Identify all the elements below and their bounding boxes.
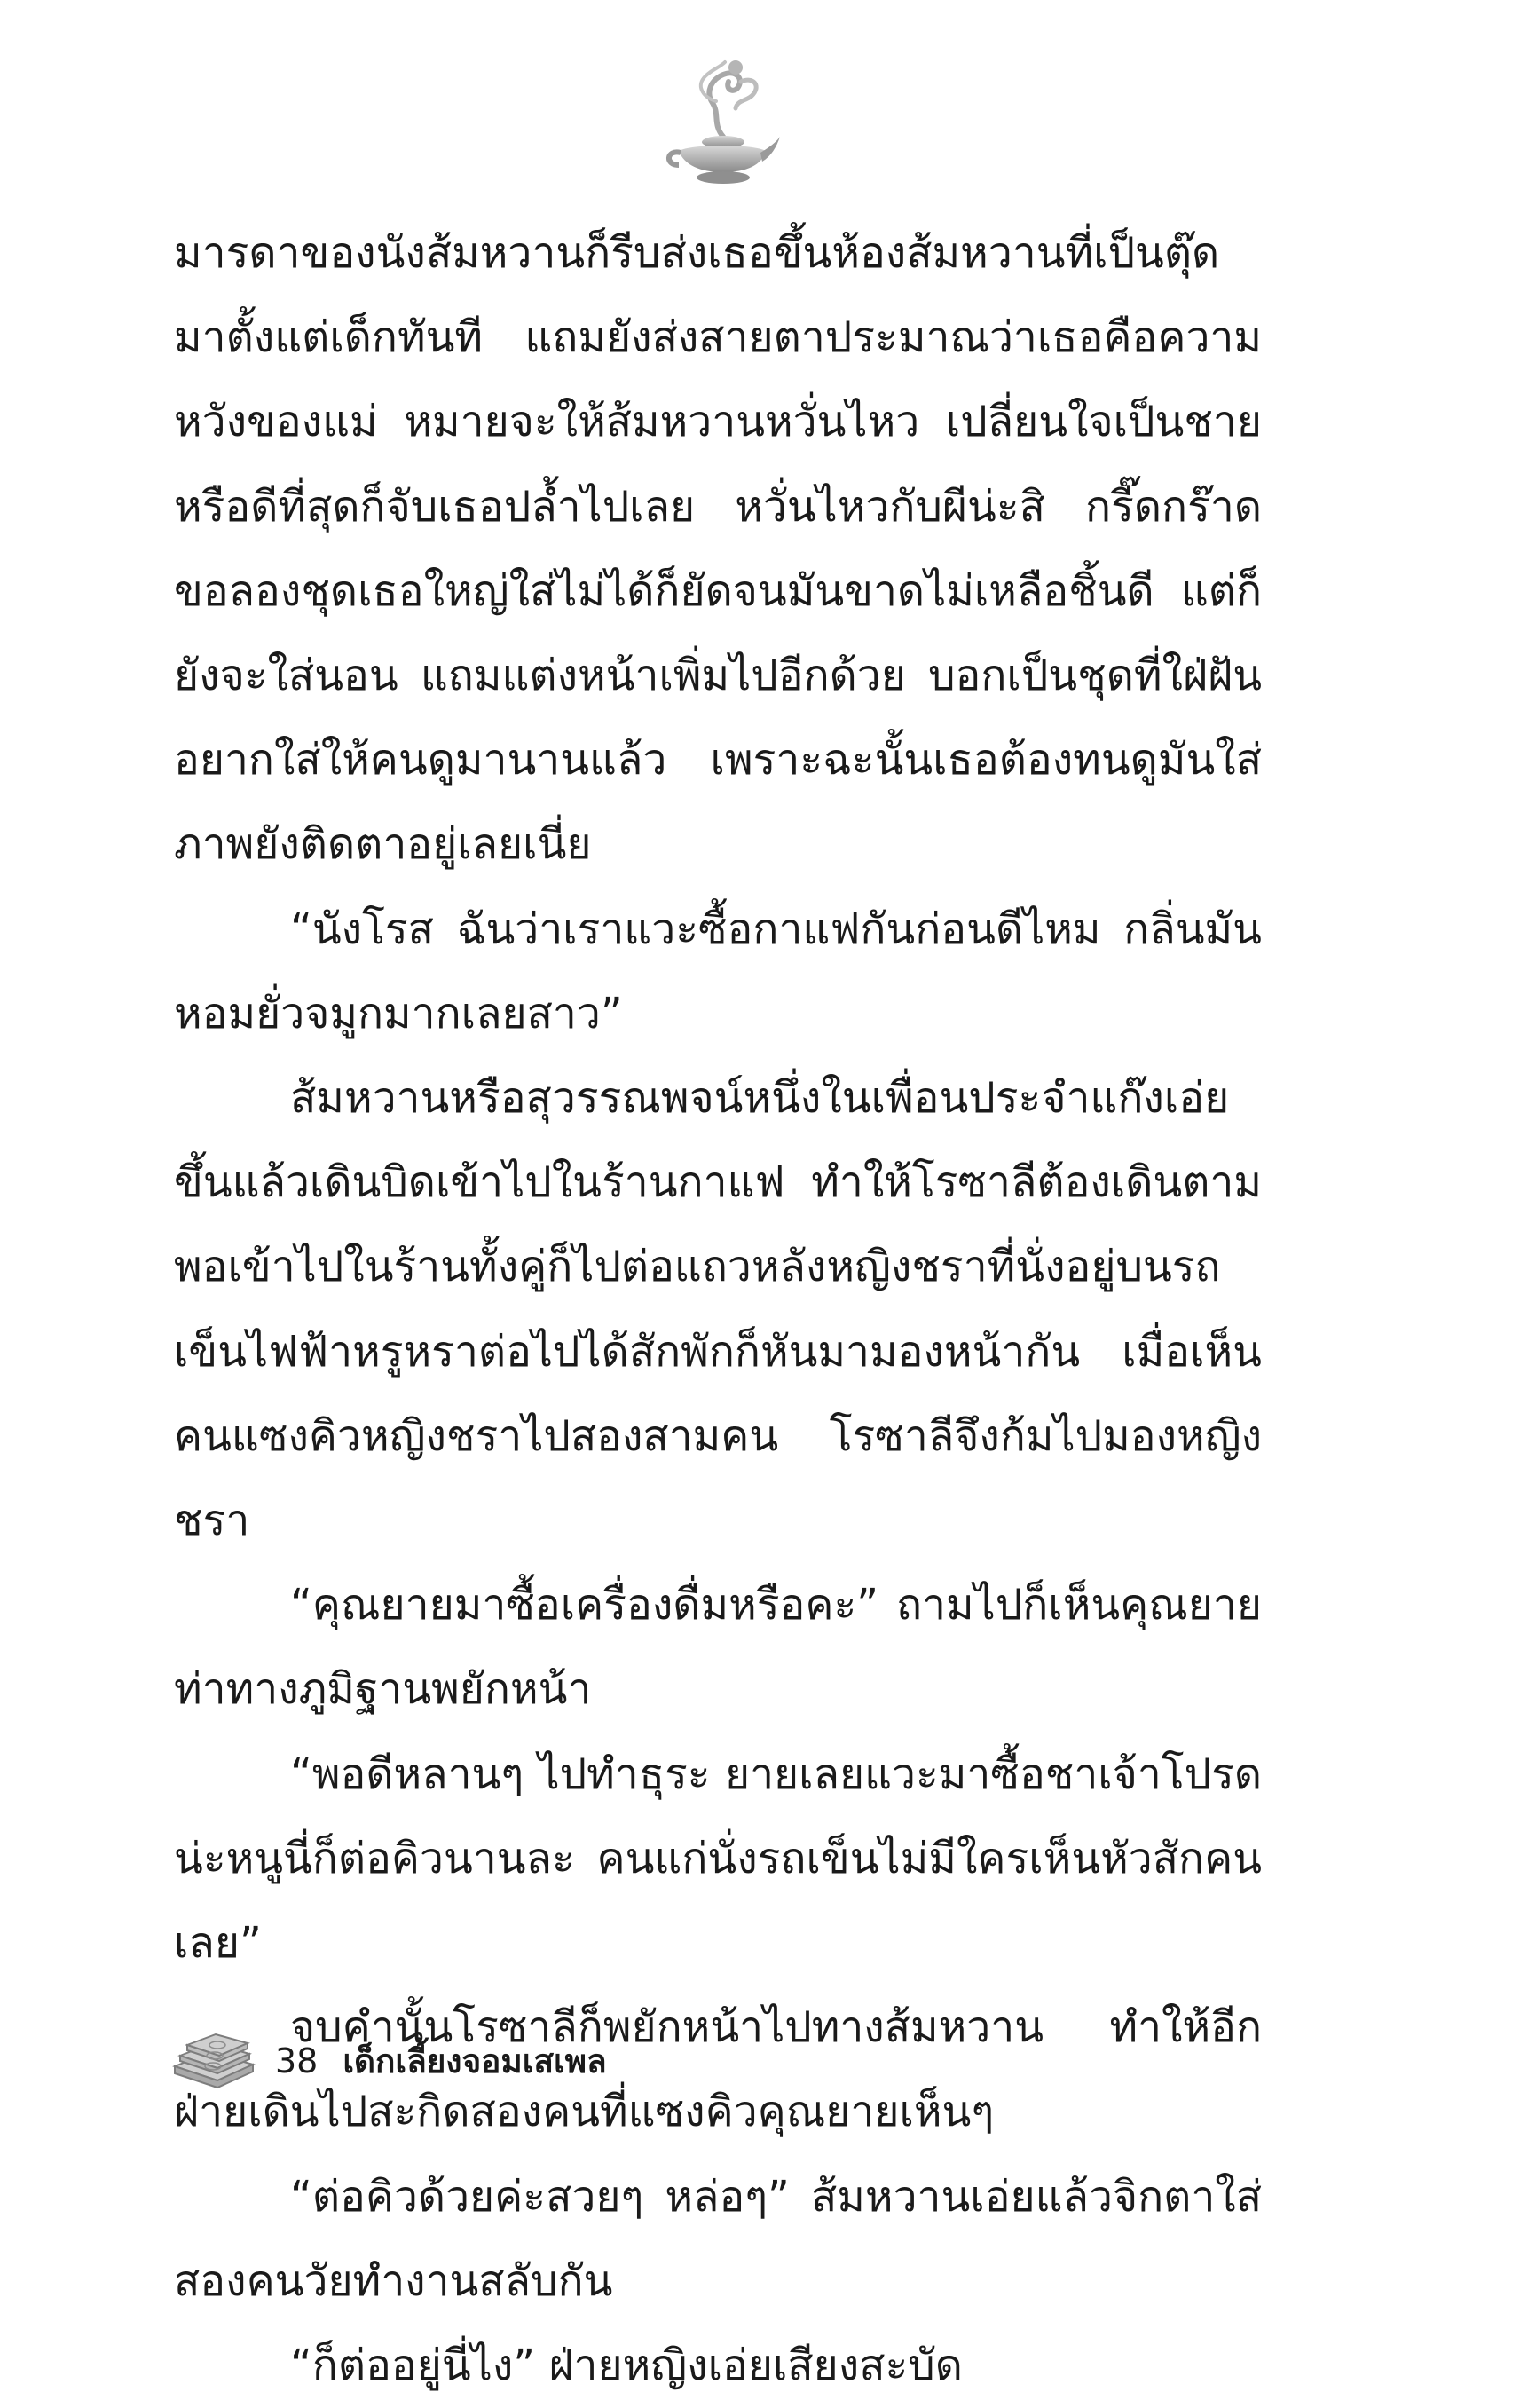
- page-number: 38: [275, 2041, 319, 2080]
- paragraph: ส้มหวานหรือสุวรรณพจน์หนึ่งในเพื่อนประจำแก๊งเอ่ยขึ้นแล้วเดินบิดเข้าไปในร้านกาแฟ ทำให้โรซาลีต้องเดินตาม พอเข้าไปในร้านทั้งคู่ก็ไปต่อแถวหลังหญิงชราที่นั่งอยู่บนรถเข็นไฟฟ้าหรูหราต่อไปได้สักพักก็หันมามองหน้ากัน เมื่อเห็นคนแซงคิวหญิงชราไปสองสามคน โรซาลีจึงก้มไปมองหญิงชรา: [174, 1073, 1262, 1546]
- paragraph: จบคำนั้นโรซาลีก็พยักหน้าไปทางส้มหวาน ทำให้อีกฝ่ายเดินไปสะกิดสองคนที่แซงคิวคุณยายเห็นๆ: [174, 2002, 1262, 2137]
- genie-lamp-icon: [661, 55, 781, 188]
- paragraph: มารดาของนังส้มหวานก็รีบส่งเธอขึ้นห้องส้มหวานที่เป็นตุ๊ดมาตั้งแต่เด็กทันที แถมยังส่งสายตาประมาณว่าเธอคือความหวังของแม่ หมายจะให้ส้มหวานหวั่นไหว เปลี่ยนใจเป็นชายหรือดีที่สุดก็จับเธอปล้ำไปเลย หวั่นไหวกับผีน่ะสิ กรี๊ดกร๊าดขอลองชุดเธอใหญ่ใส่ไม่ได้ก็ยัดจนมันขาดไม่เหลือชิ้นดี แต่ก็ยังจะใส่นอน แถมแต่งหน้าเพิ่มไปอีกด้วย บอกเป็นชุดที่ใฝ่ฝันอยากใส่ให้คนดูมานานแล้ว เพราะฉะนั้นเธอต้องทนดูมันใส่ ภาพยังติดตาอยู่เลยเนี่ย: [174, 228, 1262, 870]
- paragraph: “นังโรส ฉันว่าเราแวะซื้อกาแฟกันก่อนดีไหม กลิ่นมันหอมยั่วจมูกมากเลยสาว”: [174, 904, 1262, 1038]
- page-footer: [171, 2025, 607, 2096]
- paragraph: “พอดีหลานๆ ไปทำธุระ ยายเลยแวะมาซื้อชาเจ้าโปรดน่ะหนูนี่ก็ต่อคิวนานละ คนแก่นั่งรถเข็นไม่มีใครเห็นหัวสักคนเลย”: [174, 1749, 1262, 1969]
- money-stack-icon: [171, 2031, 256, 2091]
- book-title: เด็กเลี้ยงจอมเสเพล: [343, 2041, 607, 2080]
- paragraph: “คุณยายมาซื้อเครื่องดื่มหรือคะ” ถามไปก็เห็นคุณยายท่าทางภูมิฐานพยักหน้า: [174, 1580, 1262, 1715]
- paragraph: “ก็ต่ออยู่นี่ไง” ฝ่ายหญิงเอ่ยเสียงสะบัด: [290, 2341, 963, 2391]
- paragraph: “ต่อคิวด้วยค่ะสวยๆ หล่อๆ” ส้มหวานเอ่ยแล้วจิกตาใส่สองคนวัยทำงานสลับกัน: [174, 2171, 1262, 2306]
